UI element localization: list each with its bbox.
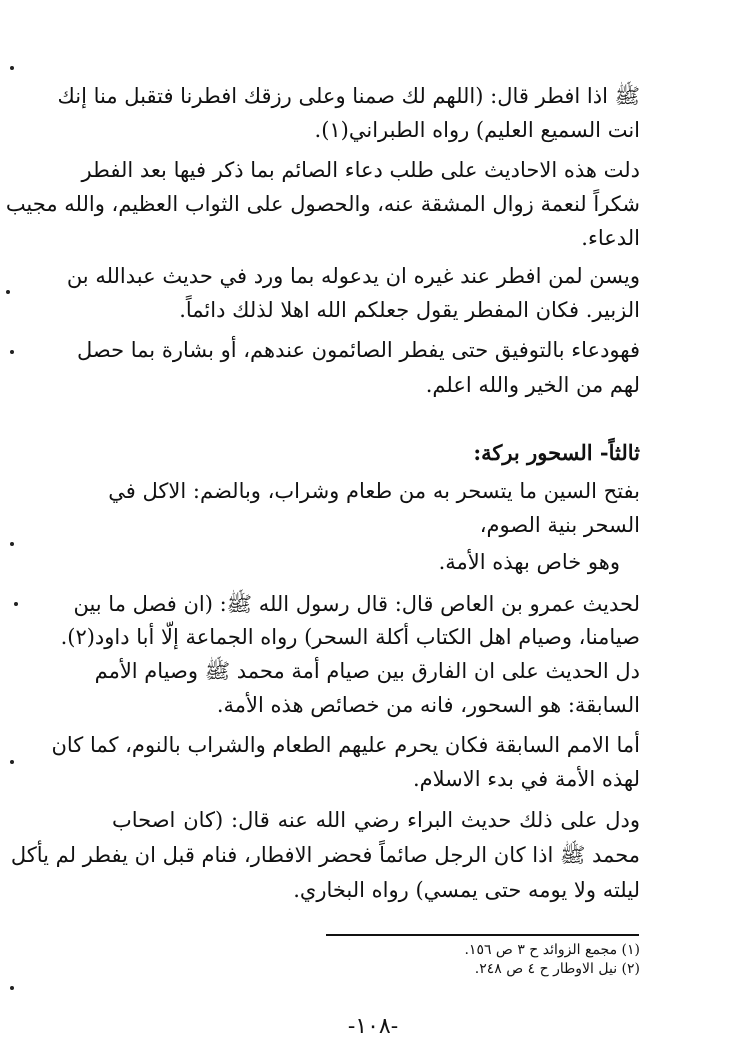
body-line: شكراً لنعمة زوال المشقة عنه، والحصول على الثواب العظيم، والله مجيب (5, 192, 640, 216)
scan-speck (10, 986, 14, 990)
scan-speck (10, 542, 14, 546)
body-line: محمد ﷺ اذا كان الرجل صائماً فحضر الافطار، فنام قبل ان يفطر لم يأكل (10, 843, 640, 867)
body-line: ودل على ذلك حديث البراء رضي الله عنه قال: (كان اصحاب (112, 808, 640, 832)
body-line: السحر بنية الصوم، (479, 513, 640, 537)
scan-speck (10, 760, 14, 764)
body-line: لهذه الأمة في بدء الاسلام. (412, 767, 640, 791)
body-line: الدعاء. (581, 226, 640, 250)
body-line: لهم من الخير والله اعلم. (425, 373, 640, 397)
section-heading: ثالثاً- السحور بركة: (473, 440, 640, 465)
page-number: -١٠٨- (347, 1014, 399, 1039)
body-line: لحديث عمرو بن العاص قال: قال رسول الله ﷺ: (ان فصل ما بين (73, 592, 640, 616)
body-line: الزبير. فكان المفطر يقول جعلكم الله اهلا لذلك دائماً. (179, 298, 640, 322)
body-line: ويسن لمن افطر عند غيره ان يدعوله بما ورد في حديث عبدالله بن (66, 264, 640, 288)
body-line: ﷺ اذا افطر قال: (اللهم لك صمنا وعلى رزقك افطرنا فتقبل منا إنك (57, 84, 640, 108)
body-line: وهو خاص بهذه الأمة. (438, 550, 620, 574)
scan-speck (6, 290, 10, 294)
body-line: دل الحديث على ان الفارق بين صيام أمة محمد ﷺ وصيام الأمم (94, 659, 640, 683)
body-line: السابقة: هو السحور، فانه من خصائص هذه الأمة. (216, 693, 640, 717)
footnote: (١) مجمع الزوائد ح ٣ ص ١٥٦. (464, 942, 640, 958)
body-line: فهودعاء بالتوفيق حتى يفطر الصائمون عندهم، أو بشارة بما حصل (76, 338, 640, 362)
footnote-divider (326, 934, 639, 936)
scan-speck (10, 350, 14, 354)
body-line: أما الامم السابقة فكان يحرم عليهم الطعام والشراب بالنوم، كما كان (51, 733, 640, 757)
scan-speck (14, 602, 18, 606)
body-line: بفتح السين ما يتسحر به من طعام وشراب، وبالضم: الاكل في (108, 479, 640, 503)
footnote: (٢) نيل الاوطار ح ٤ ص ٢٤٨. (474, 961, 640, 977)
body-line: ليلته ولا يومه حتى يمسي) رواه البخاري. (293, 878, 640, 902)
body-line: انت السميع العليم) رواه الطبراني(١). (314, 118, 640, 142)
scan-speck (10, 66, 14, 70)
body-line: دلت هذه الاحاديث على طلب دعاء الصائم بما ذكر فيها بعد الفطر (81, 158, 640, 182)
body-line: صيامنا، وصيام اهل الكتاب أكلة السحر) رواه الجماعة إلّا أبا داود(٢). (60, 625, 640, 649)
